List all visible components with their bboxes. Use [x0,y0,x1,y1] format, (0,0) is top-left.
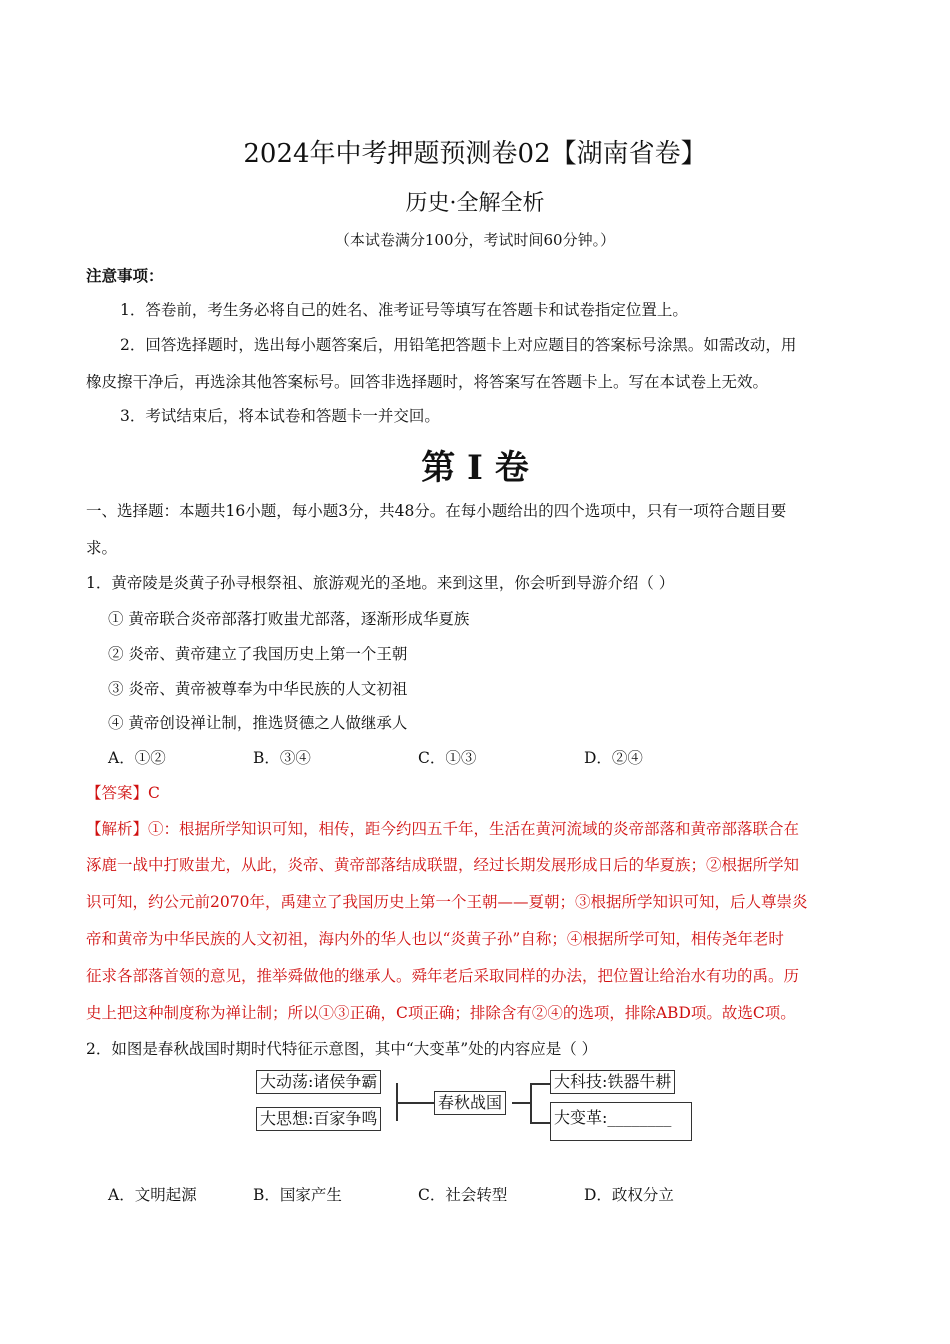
q2-option-b[interactable]: B．国家产生 [253,1186,342,1204]
q1-option-a[interactable]: A．①② [108,749,166,767]
q1-analysis-line-6: 史上把这种制度称为禅让制；所以①③正确，C项正确；排除含有②④的选项，排除ABD项。故选C项。 [86,1004,796,1022]
q1-statement-2: ② 炎帝、黄帝建立了我国历史上第一个王朝 [108,645,408,663]
diagram-right-top-tick [530,1083,550,1085]
q1-analysis-line-5: 征求各部落首领的意见，推举舜做他的继承人。舜年老后采取同样的办法，把位置让给治水有功的禹。历 [86,967,800,985]
q1-analysis-line-2: 涿鹿一战中打败蚩尤，从此，炎帝、黄帝部落结成联盟，经过长期发展形成日后的华夏族；②根据所学知 [86,856,800,874]
diagram-box-right-bottom: 大变革:________ [550,1102,692,1141]
q1-statement-4: ④ 黄帝创设禅让制，推选贤德之人做继承人 [108,714,408,732]
volume-title: 第 I 卷 [421,448,529,488]
diagram-box-right-top: 大科技:铁器牛耕 [550,1070,675,1094]
diagram-box-left-bottom: 大思想:百家争鸣 [256,1107,381,1131]
q1-statement-3: ③ 炎帝、黄帝被尊奉为中华民族的人文初祖 [108,680,408,698]
notice-item-2-line-2: 橡皮擦干净后，再选涂其他答案标号。回答非选择题时，将答案写在答题卡上。写在本试卷上无效。 [86,373,769,391]
notice-heading: 注意事项： [86,266,164,285]
q1-statement-1: ① 黄帝联合炎帝部落打败蚩尤部落，逐渐形成华夏族 [108,610,470,628]
q2-option-c[interactable]: C．社会转型 [418,1186,508,1204]
page-title: 2024年中考押题预测卷02【湖南省卷】 [243,139,707,169]
q1-analysis-line-1: 【解析】①：根据所学知识可知，相传，距今约四五千年，生活在黄河流域的炎帝部落和黄帝部落联合在 [86,820,800,838]
q1-analysis-line-3: 识可知，约公元前2070年，禹建立了我国历史上第一个王朝——夏朝；③根据所学知识可知，后人尊崇炎 [86,893,808,911]
q1-analysis-line-4: 帝和黄帝为中华民族的人文初祖，海内外的华人也以“炎黄子孙”自称；④根据所学可知，相传尧年老时 [86,930,784,948]
notice-item-1: 1．答卷前，考生务必将自己的姓名、准考证号等填写在答题卡和试卷指定位置上。 [120,301,688,319]
diagram-box-left-top: 大动荡:诸侯争霸 [256,1070,381,1094]
diagram-right-bracket [530,1083,532,1123]
notice-item-2-line-1: 2．回答选择题时，选出每小题答案后，用铅笔把答题卡上对应题目的答案标号涂黑。如需改动，用 [120,336,797,354]
diagram-right-bottom-tick [530,1122,550,1124]
q1-option-b[interactable]: B．③④ [253,749,311,767]
diagram-left-connector [396,1102,434,1104]
q2-option-a[interactable]: A．文明起源 [108,1186,197,1204]
q2-diagram [254,1066,694,1146]
section-instructions-line-1: 一、选择题：本题共16小题，每小题3分，共48分。在每小题给出的四个选项中，只有一项符合题目要 [86,502,787,520]
exam-info: （本试卷满分100分，考试时间60分钟。） [334,231,616,249]
q1-answer: 【答案】C [86,784,160,802]
notice-item-3: 3．考试结束后，将本试卷和答题卡一并交回。 [120,407,440,425]
q1-option-c[interactable]: C．①③ [418,749,477,767]
q1-stem: 1．黄帝陵是炎黄子孙寻根祭祖、旅游观光的圣地。来到这里，你会听到导游介绍（ ） [86,574,675,592]
diagram-right-connector [512,1102,530,1104]
q2-option-d[interactable]: D．政权分立 [584,1186,674,1204]
section-instructions-line-2: 求。 [86,539,118,557]
q1-option-d[interactable]: D．②④ [584,749,643,767]
q2-stem: 2．如图是春秋战国时期时代特征示意图，其中“大变革”处的内容应是（ ） [86,1040,598,1058]
page-subtitle: 历史·全解全析 [405,191,545,216]
diagram-box-center: 春秋战国 [434,1091,506,1115]
